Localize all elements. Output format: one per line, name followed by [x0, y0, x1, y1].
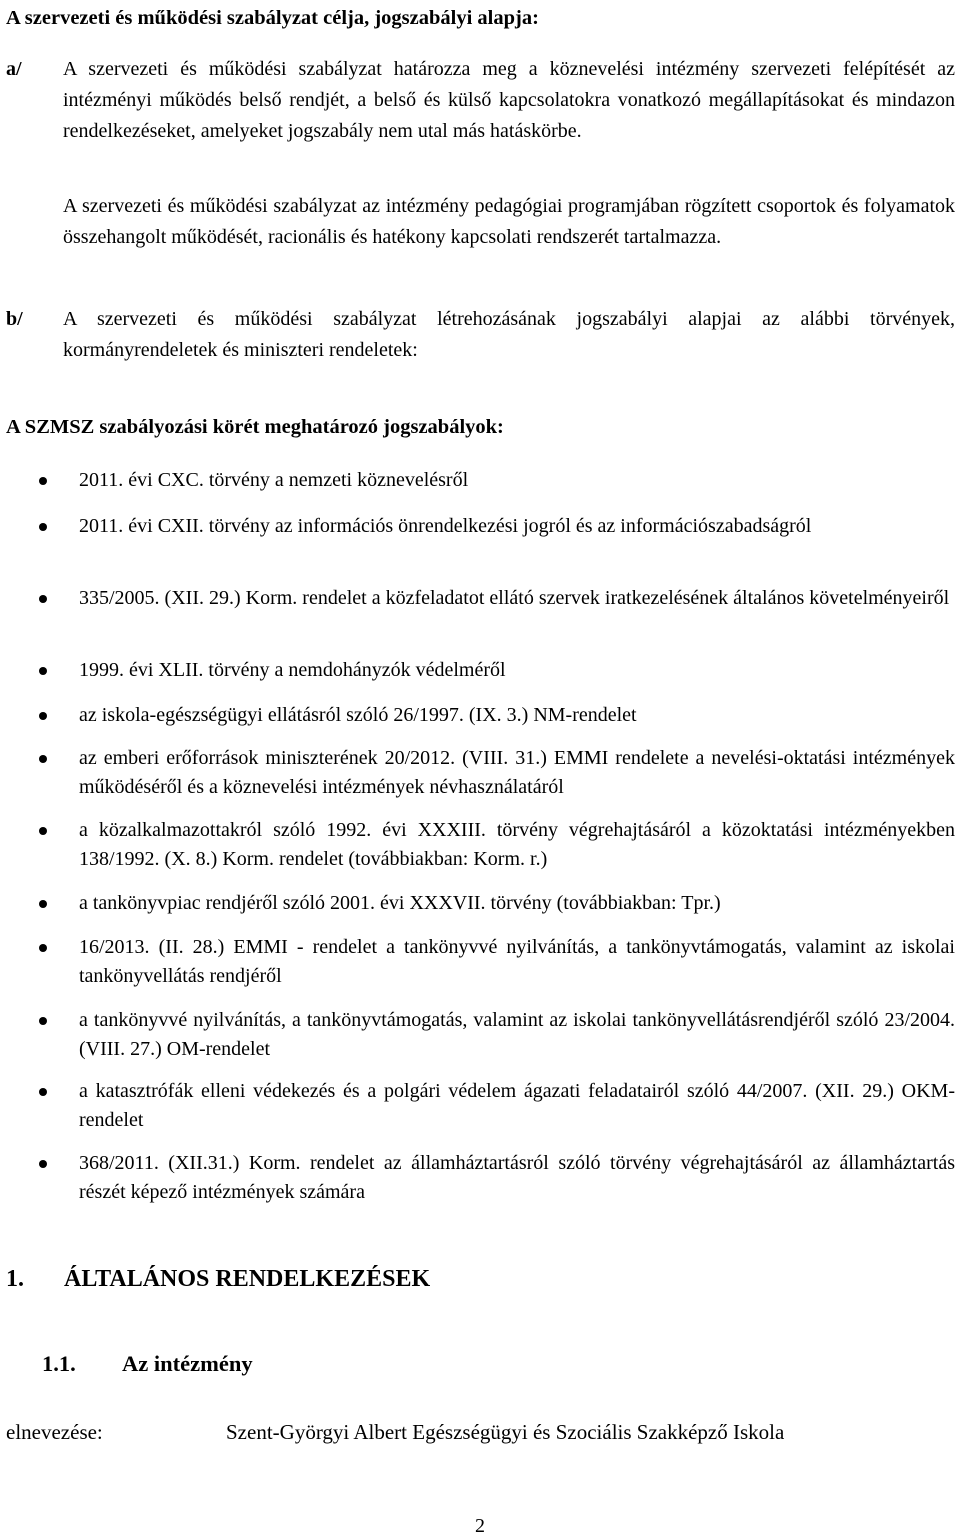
law-text: 2011. évi CXII. törvény az információs önrendelkezési jogról és az információszabadságról	[79, 515, 812, 537]
bullet-icon	[39, 477, 47, 485]
law-text: az iskola-egészségügyi ellátásról szóló 26/1997. (IX. 3.) NM-rendelet	[79, 704, 637, 726]
law-text: a közalkalmazottakról szóló 1992. évi XXXIII. törvény végrehajtásáról a közoktatási intézményekben 138/1992. (X. 8.) Korm. rendelet (továbbiakban: Korm. r.)	[79, 819, 955, 870]
law-item	[79, 1077, 955, 1135]
section-number: 1.1.	[42, 1351, 76, 1376]
law-text: 2011. évi CXC. törvény a nemzeti köznevelésről	[79, 469, 469, 491]
bullet-icon	[39, 523, 47, 531]
page-number: 2	[475, 1515, 485, 1537]
law-text: a tankönyvpiac rendjéről szóló 2001. évi XXXVII. törvény (továbbiakban: Tpr.)	[79, 892, 721, 914]
bullet-icon	[39, 1088, 47, 1096]
bullet-icon	[39, 1160, 47, 1168]
a-paragraph-2: A szervezeti és működési szabályzat az intézmény pedagógiai programjában rögzített csoportok és folyamatok összehangolt működését, racionális és hatékony kapcsolati rendszerét tartalmazza.	[63, 195, 955, 248]
law-text: 16/2013. (II. 28.) EMMI - rendelet a tankönyvvé nyilvánítás, a tankönyvtámogatás, valamint az iskolai tankönyvellátás rendjéről	[79, 936, 955, 987]
law-item	[79, 933, 955, 991]
law-item	[79, 816, 955, 874]
chapter-number: 1.	[6, 1266, 24, 1292]
law-item	[79, 1006, 955, 1064]
law-text: a katasztrófák elleni védekezés és a polgári védelem ágazati feladatairól szóló 44/2007. (XII. 29.) OKM-rendelet	[79, 1080, 955, 1131]
law-item	[79, 1149, 955, 1207]
law-text: 335/2005. (XII. 29.) Korm. rendelet a közfeladatot ellátó szervek iratkezelésének általános követelményeiről	[79, 587, 950, 609]
law-item	[79, 889, 955, 918]
bullet-icon	[39, 827, 47, 835]
section-title: Az intézmény	[122, 1351, 253, 1376]
bullet-icon	[39, 900, 47, 908]
law-item	[79, 512, 955, 541]
a-paragraph-1: A szervezeti és működési szabályzat határozza meg a köznevelési intézmény szervezeti felépítését az intézményi működés belső rendjét, a belső és külső kapcsolatokra vonatkozó megállapításokat és mindazon rendelkezéseket, amelyeket jogszabály nem utal más hatáskörbe.	[63, 58, 955, 142]
chapter-title: ÁLTALÁNOS RENDELKEZÉSEK	[64, 1266, 431, 1292]
bullet-icon	[39, 595, 47, 603]
law-item	[79, 701, 955, 730]
law-text: 1999. évi XLII. törvény a nemdohányzók védelméről	[79, 659, 506, 681]
intro-title: A szervezeti és működési szabályzat célja, jogszabályi alapja:	[6, 7, 539, 29]
section-heading	[42, 1348, 253, 1380]
chapter-heading	[6, 1263, 430, 1295]
institution-name-value: Szent-Györgyi Albert Egészségügyi és Szociális Szakképző Iskola	[226, 1420, 785, 1444]
b-marker: b/	[6, 308, 23, 330]
law-text: 368/2011. (XII.31.) Korm. rendelet az államháztartásról szóló törvény végrehajtásáról az államháztartás részét képező intézmények számára	[79, 1152, 955, 1203]
b-paragraph: A szervezeti és működési szabályzat létrehozásának jogszabályi alapjai az alábbi törvények, kormányrendeletek és miniszteri rendeletek:	[63, 308, 955, 361]
law-text: a tankönyvvé nyilvánítás, a tankönyvtámogatás, valamint az iskolai tankönyvellátásrendjéről szóló 23/2004. (VIII. 27.) OM-rendelet	[79, 1009, 955, 1060]
bullet-icon	[39, 712, 47, 720]
law-item	[79, 466, 955, 495]
bullet-icon	[39, 1017, 47, 1025]
laws-heading: A SZMSZ szabályozási körét meghatározó jogszabályok:	[6, 416, 504, 438]
a-marker: a/	[6, 58, 22, 80]
law-item	[79, 656, 955, 685]
law-item	[79, 744, 955, 802]
bullet-icon	[39, 944, 47, 952]
law-text: az emberi erőforrások miniszterének 20/2012. (VIII. 31.) EMMI rendelete a nevelési-oktatási intézmények működéséről és a köznevelési intézmények névhasználatáról	[79, 747, 955, 798]
law-item	[79, 584, 955, 613]
bullet-icon	[39, 755, 47, 763]
institution-name-label: elnevezése:	[6, 1420, 103, 1444]
bullet-icon	[39, 667, 47, 675]
